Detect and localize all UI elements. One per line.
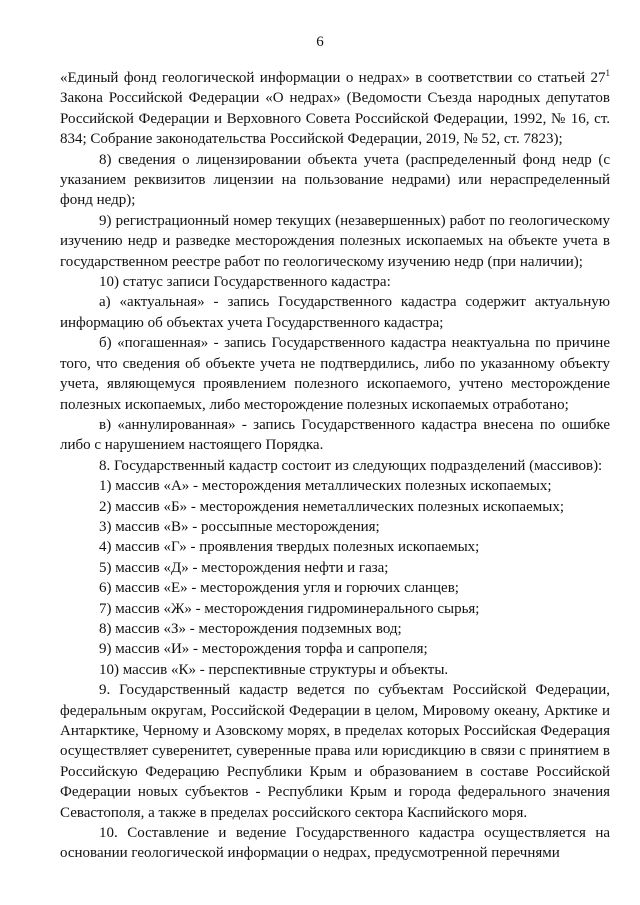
list-item-array-v: 3) массив «В» - россыпные месторождения; bbox=[99, 518, 380, 535]
list-item-array-a: 1) массив «А» - месторождения металлических полезных ископаемых; bbox=[99, 478, 552, 495]
paragraph-item-10-status: 10) статус записи Государственного кадастра: bbox=[99, 274, 391, 291]
list-item-array-k: 10) массив «К» - перспективные структуры и объекты. bbox=[99, 661, 449, 678]
paragraph-status-redeemed: б) «погашенная» - запись Государственного кадастра неактуальна по причине того, что сведения об объекте учета не подтвердились, либо по указанному объекту учета, являющемуся проявлением полезного ископаемого, учтено месторождение полезных ископаемых, либо месторождение полезных ископаемых отработано; bbox=[60, 335, 610, 413]
document-body bbox=[60, 68, 610, 864]
paragraph-section-10: 10. Составление и ведение Государственного кадастра осуществляется на основании геологической информации о недрах, предусмотренной перечнями bbox=[60, 825, 610, 862]
paragraph-status-cancelled: в) «аннулированная» - запись Государственного кадастра внесена по ошибке либо с нарушением настоящего Порядка. bbox=[60, 416, 610, 454]
list-item-array-e: 6) массив «Е» - месторождения угля и горючих сланцев; bbox=[99, 580, 459, 597]
paragraph-item-9-registration: 9) регистрационный номер текущих (незавершенных) работ по геологическому изучению недр и разведке месторождения полезных ископаемых на объекте учета в государственном реестре работ по геологическому изучению недр (при наличии); bbox=[60, 212, 610, 270]
list-item-array-b: 2) массив «Б» - месторождения неметаллических полезных ископаемых; bbox=[99, 498, 564, 515]
list-item-array-i: 9) массив «И» - месторождения торфа и сапропеля; bbox=[99, 641, 428, 658]
paragraph-status-actual: а) «актуальная» - запись Государственного кадастра содержит актуальную информацию об объектах учета Государственного кадастра; bbox=[60, 294, 610, 331]
paragraph-continuation: «Единый фонд геологической информации о недрах» в соответствии со статьей 27$^1$ Закона Российской Федерации «О недрах» (Ведомости Съезда народных депутатов Российской Федерации и Верховного Совета Российской Федерации, 1992, № 16, ст. 834; Собрание законодательства Российской Федерации, 2019, № 52, ст. 7823); bbox=[60, 68, 610, 148]
list-item-array-d: 5) массив «Д» - месторождения нефти и газа; bbox=[99, 559, 389, 576]
list-item-array-zh: 7) массив «Ж» - месторождения гидроминерального сырья; bbox=[99, 600, 480, 617]
list-item-array-g: 4) массив «Г» - проявления твердых полезных ископаемых; bbox=[99, 539, 480, 556]
paragraph-item-8-licensing: 8) сведения о лицензировании объекта учета (распределенный фонд недр (с указанием реквизитов лицензии на пользование недрами) или нераспределенный фонд недр); bbox=[60, 151, 610, 209]
page-number: 6 bbox=[316, 34, 324, 50]
footnote-superscript: 1 bbox=[605, 68, 610, 78]
paragraph-section-8: 8. Государственный кадастр состоит из следующих подразделений (массивов): bbox=[99, 457, 603, 474]
list-item-array-z: 8) массив «З» - месторождения подземных вод; bbox=[99, 620, 402, 637]
paragraph-section-9: 9. Государственный кадастр ведется по субъектам Российской Федерации, федеральным округам, Российской Федерации в целом, Мировому океану, Арктике и Антарктике, Черному и Азовскому морях, в пределах которых Российская Федерация осуществляет суверенитет, суверенные права или юрисдикцию в связи с принятием в Российскую Федерацию Республики Крым и образованием в составе Российской Федерации новых субъектов - Республики Крым и города федерального значения Севастополя, а также в пределах российского сектора Каспийского моря. bbox=[60, 682, 610, 821]
